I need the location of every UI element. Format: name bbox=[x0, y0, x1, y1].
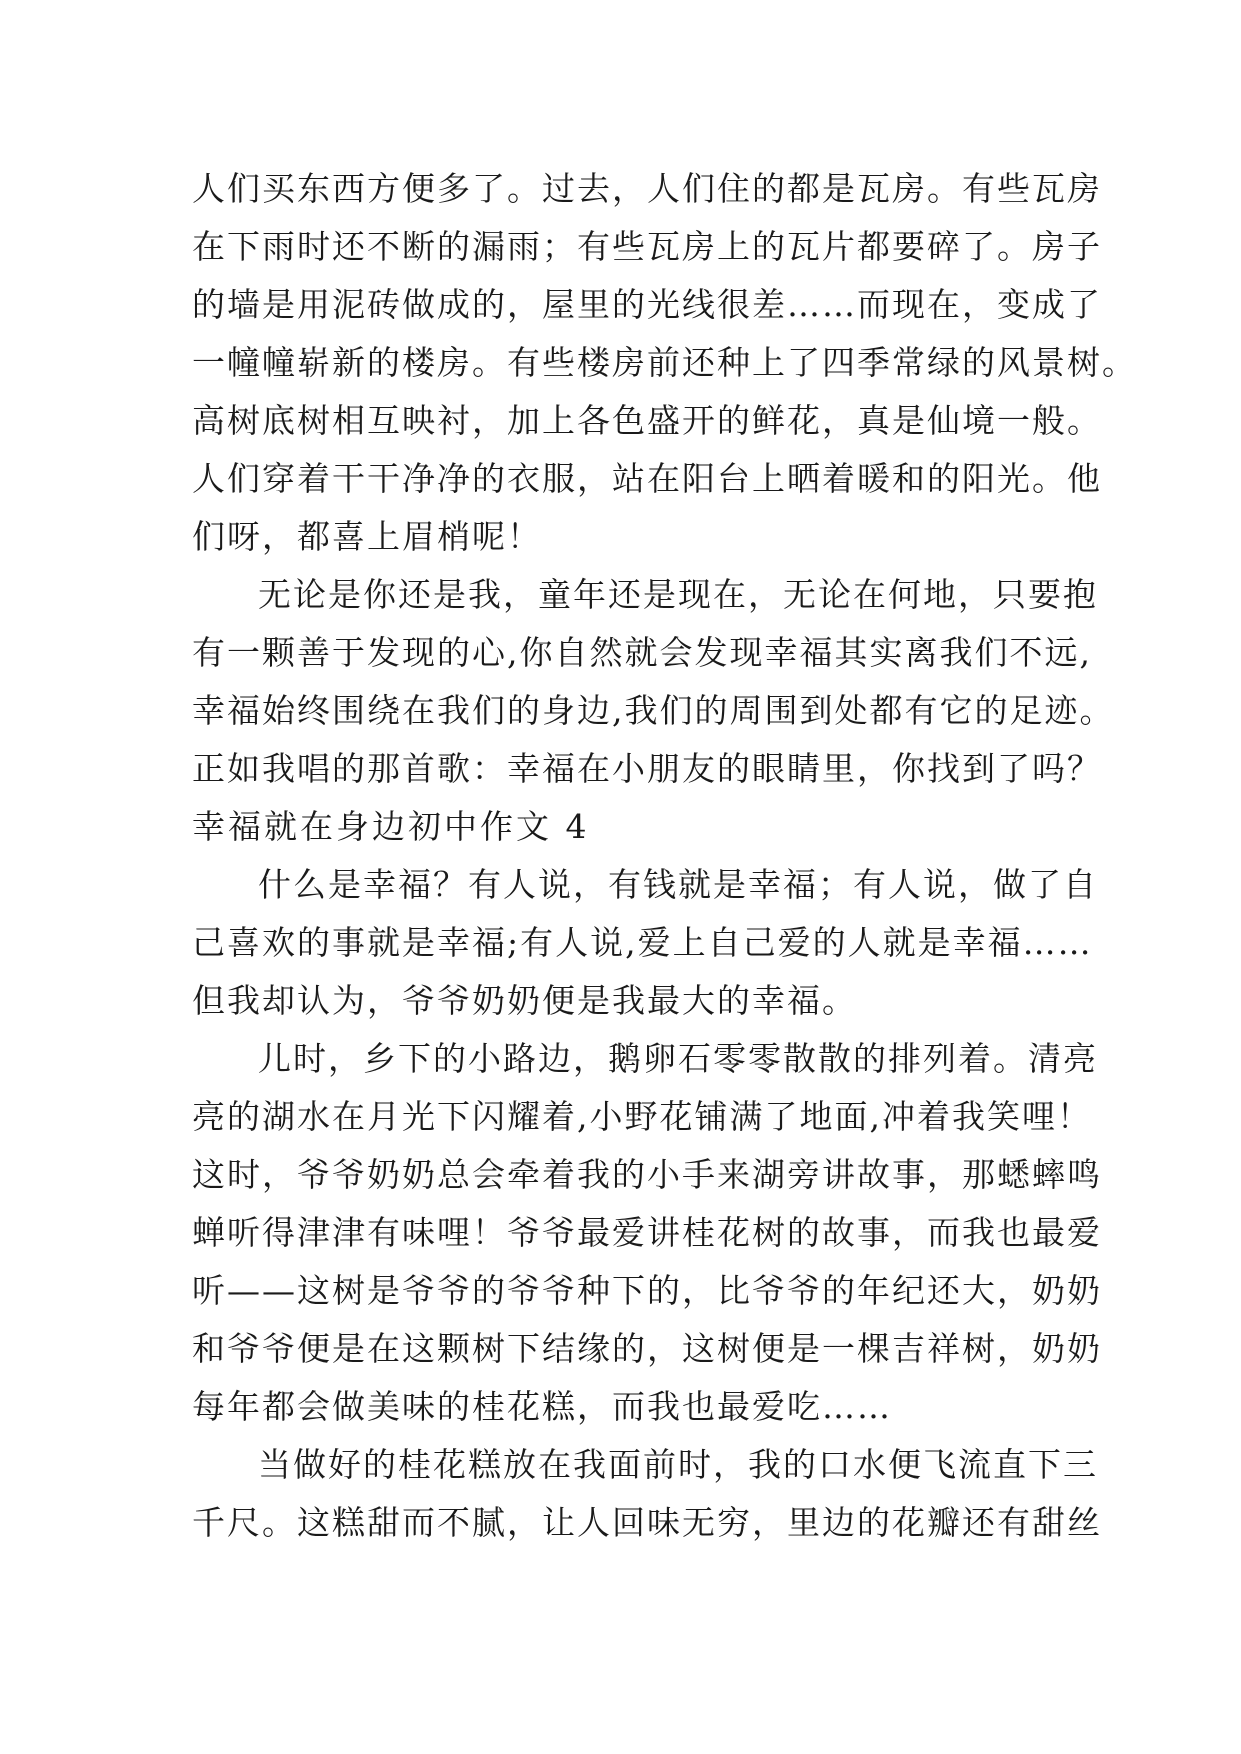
text-line-7: 们呀，都喜上眉梢呢！ bbox=[192, 517, 542, 556]
text-line-10: 幸福始终围绕在我们的身边,我们的周围到处都有它的足迹。 bbox=[192, 691, 1115, 730]
text-line-21: 和爷爷便是在这颗树下结缘的，这树便是一棵吉祥树，奶奶 bbox=[192, 1329, 1102, 1368]
text-line-2: 在下雨时还不断的漏雨；有些瓦房上的瓦片都要碎了。房子 bbox=[192, 227, 1102, 266]
text-line-3: 的墙是用泥砖做成的，屋里的光线很差……而现在，变成了 bbox=[192, 285, 1102, 324]
text-line-5: 高树底树相互映衬，加上各色盛开的鲜花，真是仙境一般。 bbox=[192, 401, 1102, 440]
section-title: 幸福就在身边初中作文 4 bbox=[192, 807, 590, 846]
paragraph-start-line-8: 无论是你还是我，童年还是现在，无论在何地，只要抱 bbox=[258, 575, 1098, 614]
text-line-24: 千尺。这糕甜而不腻，让人回味无穷，里边的花瓣还有甜丝 bbox=[192, 1503, 1102, 1542]
text-line-20: 听——这树是爷爷的爷爷种下的，比爷爷的年纪还大，奶奶 bbox=[192, 1271, 1102, 1310]
text-line-4: 一幢幢崭新的楼房。有些楼房前还种上了四季常绿的风景树。 bbox=[192, 343, 1137, 382]
paragraph-start-line-23: 当做好的桂花糕放在我面前时，我的口水便飞流直下三 bbox=[258, 1445, 1098, 1484]
text-line-22: 每年都会做美味的桂花糕，而我也最爱吃…… bbox=[192, 1387, 892, 1426]
text-line-11: 正如我唱的那首歌：幸福在小朋友的眼睛里，你找到了吗？ bbox=[192, 749, 1102, 788]
text-line-19: 蝉听得津津有味哩！爷爷最爱讲桂花树的故事，而我也最爱 bbox=[192, 1213, 1102, 1252]
text-line-14: 己喜欢的事就是幸福;有人说,爱上自己爱的人就是幸福…… bbox=[192, 923, 1093, 962]
text-line-18: 这时，爷爷奶奶总会牵着我的小手来湖旁讲故事，那蟋蟀鸣 bbox=[192, 1155, 1102, 1194]
text-line-15: 但我却认为，爷爷奶奶便是我最大的幸福。 bbox=[192, 981, 857, 1020]
document-body bbox=[192, 160, 1137, 1552]
text-line-6: 人们穿着干干净净的衣服，站在阳台上晒着暖和的阳光。他 bbox=[192, 459, 1102, 498]
text-line-9: 有一颗善于发现的心,你自然就会发现幸福其实离我们不远, bbox=[192, 633, 1092, 672]
text-line-17: 亮的湖水在月光下闪耀着,小野花铺满了地面,冲着我笑哩！ bbox=[192, 1097, 1092, 1136]
paragraph-start-line-16: 儿时，乡下的小路边，鹅卵石零零散散的排列着。清亮 bbox=[258, 1039, 1098, 1078]
text-line-1: 人们买东西方便多了。过去，人们住的都是瓦房。有些瓦房 bbox=[192, 169, 1102, 208]
paragraph-start-line-13: 什么是幸福？有人说，有钱就是幸福；有人说，做了自 bbox=[258, 865, 1098, 904]
